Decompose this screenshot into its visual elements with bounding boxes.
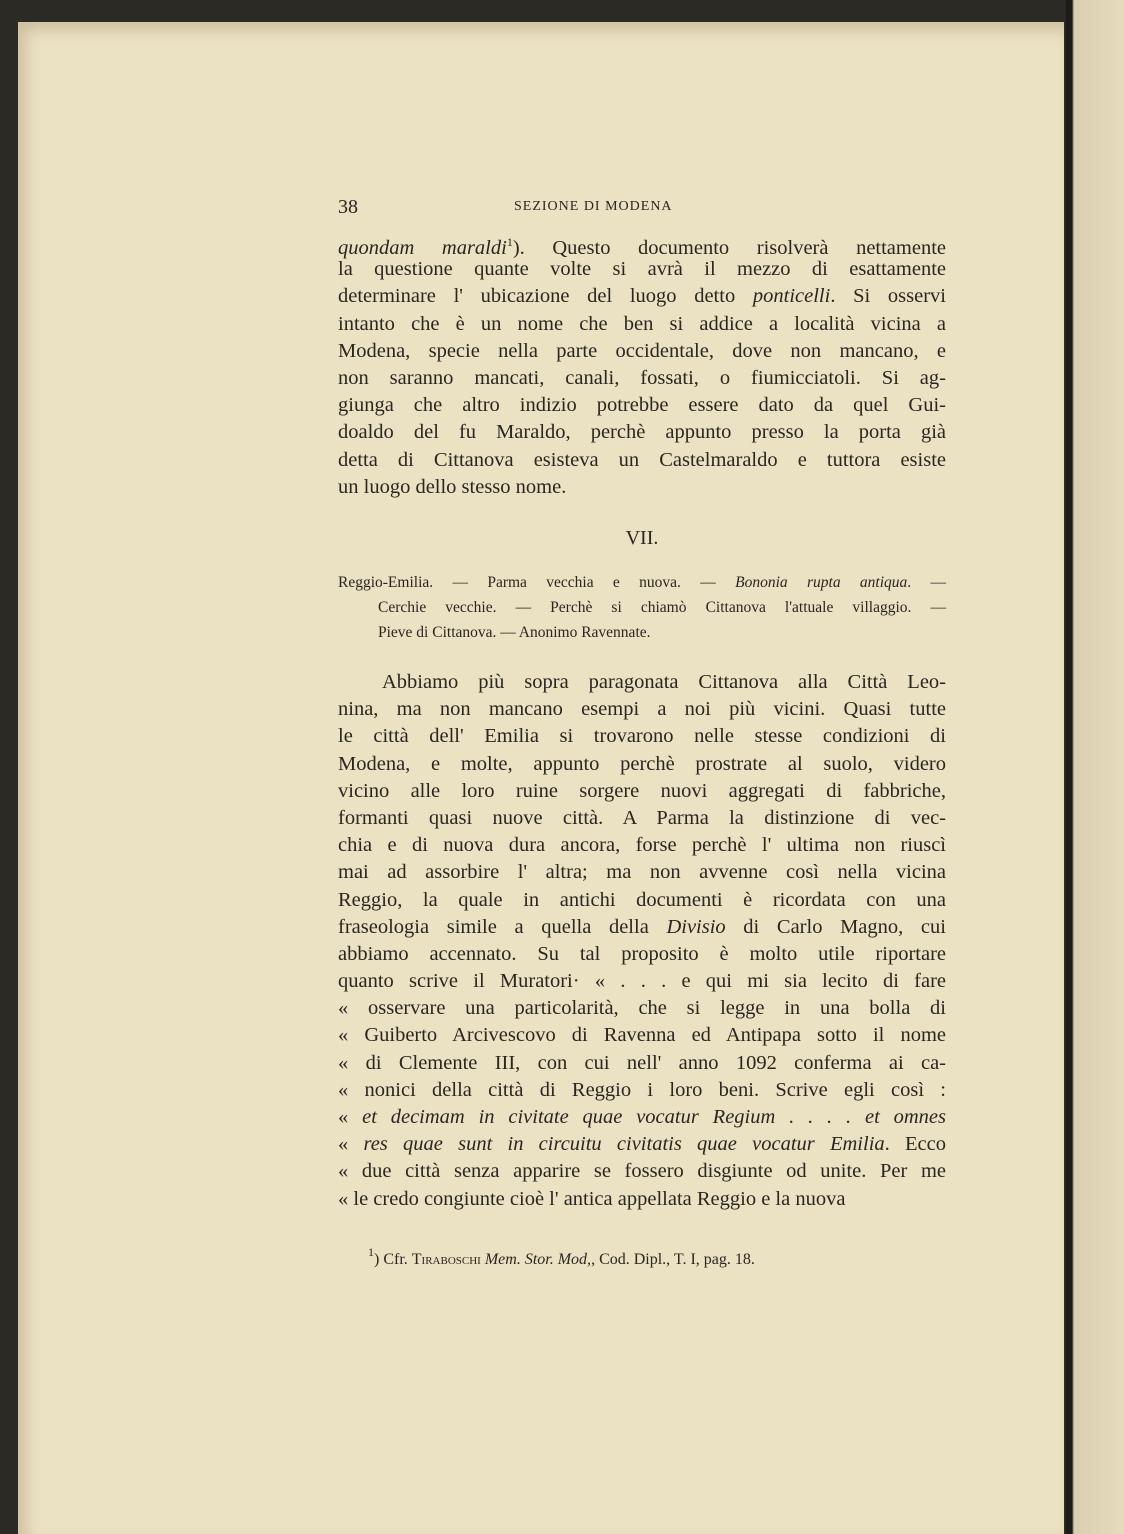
text-run: « due città senza apparire se fossero disgiunte od unite. Per me: [338, 1160, 946, 1183]
text-run: intanto che è un nome che ben si addice a località vicina a: [338, 312, 946, 335]
italic-text: et decimam in civitate quae vocatur Regium . . . . et omnes: [362, 1106, 946, 1128]
text-run: fraseologia simile a quella della: [338, 915, 667, 938]
text-line: [338, 859, 946, 886]
text-line: [338, 1077, 946, 1104]
text-line: [338, 1022, 946, 1049]
text-run: la questione quante volte si avrà il mezzo di esattamente: [338, 258, 946, 281]
italic-text: res quae sunt in circuitu civitatis quae vocatur Emilia: [363, 1133, 885, 1156]
text-run: Reggio-Emilia. — Parma vecchia e nuova. —: [338, 574, 736, 591]
text-run: Abbiamo più sopra paragonata Cittanova alla Città Leo-: [382, 671, 946, 693]
text-line: [338, 751, 946, 778]
text-line: [338, 229, 946, 259]
italic-text: Bononia rupta antiqua: [735, 574, 908, 591]
footnote-marker: 1: [506, 235, 513, 249]
text-line: [338, 283, 946, 310]
text-line: [338, 419, 946, 446]
text-run: . Ecco: [884, 1133, 946, 1156]
italic-text: quondam maraldi: [338, 237, 507, 259]
text-line: [338, 805, 946, 832]
text-line: [338, 696, 946, 723]
text-run: Cerchie vecchie. — Perchè si chiamò Cittanova l'attuale villaggio. —: [378, 599, 946, 616]
text-run: « Guiberto Arcivescovo di Ravenna ed Antipapa sotto il nome: [338, 1024, 946, 1047]
text-line: [338, 620, 946, 645]
section-heading: VII.: [625, 527, 659, 549]
text-run: detta di Cittanova esisteva un Castelmaraldo e tuttora esiste: [338, 448, 946, 471]
text-line: [338, 941, 946, 968]
text-run: , Cod. Dipl., T. I, pag. 18.: [591, 1251, 755, 1268]
text-run: «: [338, 1133, 364, 1156]
text-line: [338, 1158, 946, 1185]
text-run: « di Clemente III, con cui nell' anno 1092 conferma ai ca-: [338, 1051, 946, 1074]
footnote: [368, 1245, 755, 1269]
text-line: [338, 1104, 946, 1131]
text-run: abbiamo accennato. Su tal proposito è molto utile riportare: [338, 942, 946, 965]
page-number: 38: [338, 196, 358, 218]
italic-text: ponticelli: [752, 285, 831, 308]
text-run: un luogo dello stesso nome.: [338, 475, 567, 498]
paragraph-2: [338, 669, 946, 1213]
text-run: ). Questo documento risolverà nettamente: [512, 237, 946, 259]
text-run: non saranno mancati, canali, fossati, o fiumicciatoli. Si ag-: [338, 366, 946, 389]
facing-page-edge: [1066, 0, 1124, 1534]
text-line: [338, 723, 946, 750]
text-run: di Carlo Magno, cui: [725, 915, 946, 938]
text-line: [338, 392, 946, 419]
text-line: [338, 1050, 946, 1077]
text-run: Reggio, la quale in antichi documenti è ricordata con una: [338, 888, 946, 911]
text-line: [338, 570, 946, 595]
text-line: [338, 832, 946, 859]
text-run: « osservare una particolarità, che si legge in una bolla di: [338, 997, 946, 1020]
text-line: [338, 1186, 946, 1213]
text-run: doaldo del fu Maraldo, perchè appunto presso la porta già: [338, 421, 946, 444]
text-run: mai ad assorbire l' altra; ma non avvenne così nella vicina: [338, 861, 946, 884]
text-run: Pieve di Cittanova. — Anonimo Ravennate.: [378, 624, 651, 641]
text-run: «: [338, 1106, 363, 1128]
text-line: [338, 914, 946, 941]
text-line: [338, 256, 946, 283]
text-run: determinare l' ubicazione del luogo detto: [338, 285, 753, 308]
text-run: « le credo congiunte cioè l' antica appellata Reggio e la nuova: [338, 1187, 846, 1210]
text-run: . Si osservi: [830, 285, 946, 308]
running-header: [338, 196, 946, 220]
paragraph-1: [338, 229, 946, 501]
text-run: formanti quasi nuove città. A Parma la distinzione di vec-: [338, 806, 946, 829]
text-run: vicino alle loro ruine sorgere nuovi aggregati di fabbriche,: [338, 779, 946, 802]
text-line: [338, 311, 946, 338]
text-line: [338, 365, 946, 392]
running-title: SEZIONE DI MODENA: [514, 199, 673, 214]
text-run: . —: [907, 574, 946, 591]
text-line: [338, 1131, 946, 1158]
small-caps-text: Tiraboschi: [411, 1251, 481, 1268]
text-line: [338, 995, 946, 1022]
text-line: [338, 778, 946, 805]
text-run: Modena, specie nella parte occidentale, dove non mancano, e: [338, 339, 946, 362]
text-line: [338, 447, 946, 474]
text-line: [338, 338, 946, 365]
footnote-marker: 1: [368, 1245, 374, 1259]
text-run: nina, ma non mancano esempi a noi più vicini. Quasi tutte: [338, 698, 946, 721]
italic-text: Divisio: [666, 915, 726, 938]
text-run: Modena, e molte, appunto perchè prostrate al suolo, videro: [338, 752, 946, 775]
chapter-summary: [338, 570, 946, 645]
text-run: giunga che altro indizio potrebbe essere dato da quel Gui-: [338, 394, 946, 417]
text-run: quanto scrive il Muratori· « . . . e qui mi sia lecito di fare: [338, 970, 946, 993]
text-run: chia e di nuova dura ancora, forse perchè l' ultima non riuscì: [338, 834, 946, 857]
text-run: « nonici della città di Reggio i loro beni. Scrive egli così :: [338, 1078, 946, 1101]
text-line: [338, 887, 946, 914]
text-line: [338, 968, 946, 995]
text-line: [338, 595, 946, 620]
text-run: ) Cfr.: [374, 1251, 412, 1268]
text-line: [338, 669, 946, 696]
text-run: le città dell' Emilia si trovarono nelle stesse condizioni di: [338, 725, 946, 748]
italic-text: Mem. Stor. Mod,: [484, 1251, 592, 1268]
text-line: [338, 474, 946, 501]
